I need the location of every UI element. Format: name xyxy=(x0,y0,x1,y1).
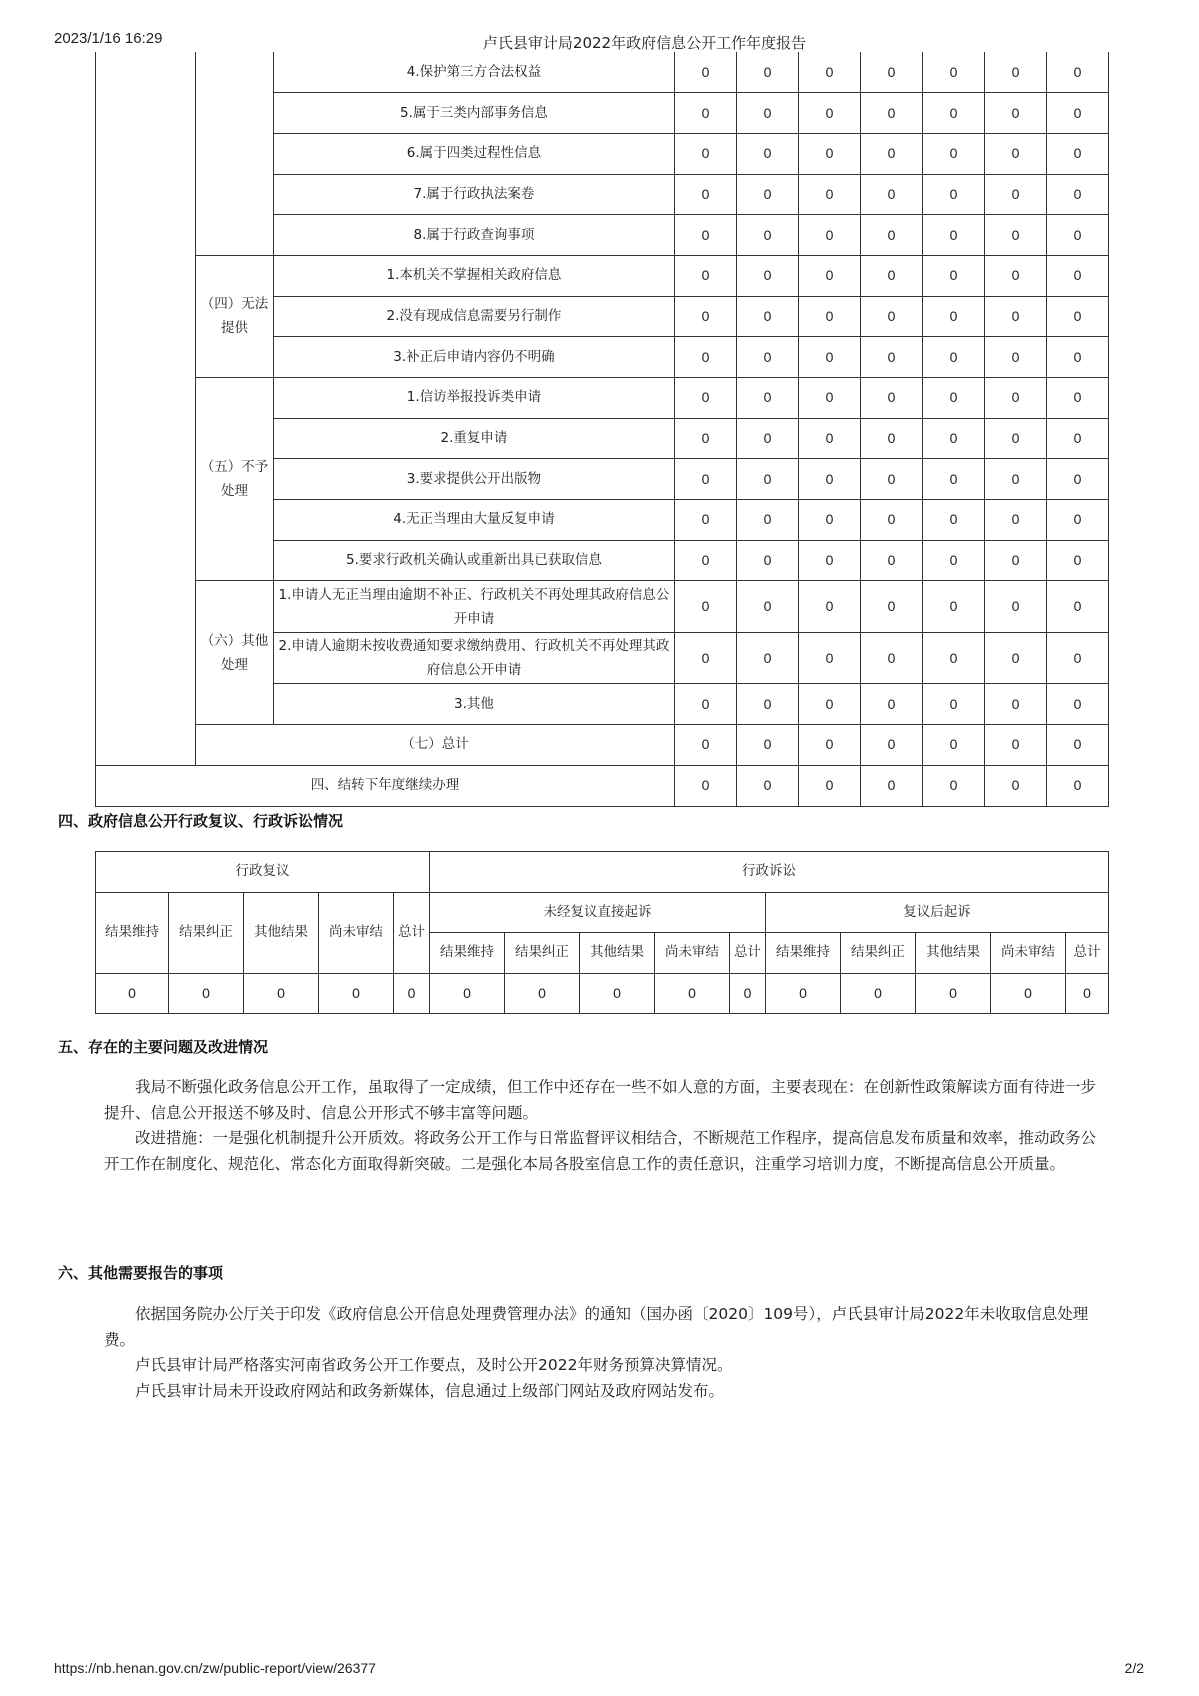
value-cell: 0 xyxy=(923,378,985,419)
value-cell: 0 xyxy=(861,765,923,806)
row-label: 1.申请人无正当理由逾期不补正、行政机关不再处理其政府信息公开申请 xyxy=(274,581,675,633)
value-cell: 0 xyxy=(737,459,799,500)
print-page-number: 2/2 xyxy=(1124,1660,1144,1676)
section4-heading: 四、政府信息公开行政复议、行政诉讼情况 xyxy=(58,812,344,830)
applications-table xyxy=(95,52,1109,807)
direct-suit-header: 未经复议直接起诉 xyxy=(430,892,766,933)
table-row xyxy=(96,765,1109,806)
value-cell: 0 xyxy=(923,459,985,500)
col-header: 其他结果 xyxy=(244,892,319,973)
col-header: 尚未审结 xyxy=(655,933,730,974)
value-cell: 0 xyxy=(923,337,985,378)
value-cell: 0 xyxy=(675,632,737,684)
review-header: 行政复议 xyxy=(96,852,430,893)
value-cell: 0 xyxy=(923,52,985,93)
value-cell: 0 xyxy=(861,459,923,500)
value-cell: 0 xyxy=(985,93,1047,134)
value-cell: 0 xyxy=(985,540,1047,581)
col-header: 结果维持 xyxy=(766,933,841,974)
row-label: 2.申请人逾期未按收费通知要求缴纳费用、行政机关不再处理其政府信息公开申请 xyxy=(274,632,675,684)
value-cell: 0 xyxy=(655,973,730,1014)
col-header: 其他结果 xyxy=(580,933,655,974)
value-cell: 0 xyxy=(244,973,319,1014)
row-label: 3.要求提供公开出版物 xyxy=(274,459,675,500)
value-cell: 0 xyxy=(1047,632,1109,684)
value-cell: 0 xyxy=(916,973,991,1014)
row-label: 3.补正后申请内容仍不明确 xyxy=(274,337,675,378)
value-cell: 0 xyxy=(799,684,861,725)
section6-body xyxy=(104,1302,1104,1404)
value-cell: 0 xyxy=(861,418,923,459)
value-cell: 0 xyxy=(799,765,861,806)
value-cell: 0 xyxy=(923,174,985,215)
value-cell: 0 xyxy=(737,215,799,256)
value-cell: 0 xyxy=(861,215,923,256)
section5-paragraph: 我局不断强化政务信息公开工作，虽取得了一定成绩，但工作中还存在一些不如人意的方面，主要表现在：在创新性政策解读方面有待进一步提升、信息公开报送不够及时、信息公开形式不够丰富等问题。 xyxy=(104,1078,1097,1122)
value-cell: 0 xyxy=(861,296,923,337)
row-label: 2.重复申请 xyxy=(274,418,675,459)
value-cell: 0 xyxy=(1047,418,1109,459)
value-cell: 0 xyxy=(1047,765,1109,806)
value-cell: 0 xyxy=(737,378,799,419)
value-cell: 0 xyxy=(1047,296,1109,337)
section5-body xyxy=(104,1075,1104,1177)
value-cell: 0 xyxy=(923,93,985,134)
value-cell: 0 xyxy=(861,378,923,419)
carry-over-label: 四、结转下年度继续办理 xyxy=(96,765,675,806)
value-cell: 0 xyxy=(861,581,923,633)
value-cell: 0 xyxy=(985,215,1047,256)
section6-paragraph: 卢氏县审计局未开设政府网站和政务新媒体，信息通过上级部门网站及政府网站发布。 xyxy=(135,1381,725,1400)
value-cell: 0 xyxy=(737,93,799,134)
col-header: 总计 xyxy=(1066,933,1109,974)
value-cell: 0 xyxy=(923,684,985,725)
row-label: 3.其他 xyxy=(274,684,675,725)
row-label: 1.本机关不掌握相关政府信息 xyxy=(274,255,675,296)
value-cell: 0 xyxy=(923,418,985,459)
group-label: （四）无法提供 xyxy=(196,255,274,377)
print-title: 卢氏县审计局2022年政府信息公开工作年度报告 xyxy=(482,34,807,52)
value-cell: 0 xyxy=(675,684,737,725)
value-cell: 0 xyxy=(675,378,737,419)
value-cell: 0 xyxy=(799,296,861,337)
value-cell: 0 xyxy=(985,174,1047,215)
value-cell: 0 xyxy=(799,581,861,633)
value-cell: 0 xyxy=(861,93,923,134)
value-cell: 0 xyxy=(737,500,799,541)
value-cell: 0 xyxy=(1047,255,1109,296)
value-cell: 0 xyxy=(737,765,799,806)
value-cell: 0 xyxy=(675,52,737,93)
value-cell: 0 xyxy=(799,725,861,766)
value-cell: 0 xyxy=(991,973,1066,1014)
table-row xyxy=(96,581,1109,633)
value-cell: 0 xyxy=(675,540,737,581)
value-cell: 0 xyxy=(799,540,861,581)
value-cell: 0 xyxy=(799,500,861,541)
col-header: 结果维持 xyxy=(430,933,505,974)
value-cell: 0 xyxy=(1047,133,1109,174)
section5-heading: 五、存在的主要问题及改进情况 xyxy=(58,1038,269,1056)
row-label: 6.属于四类过程性信息 xyxy=(274,133,675,174)
value-cell: 0 xyxy=(675,500,737,541)
col-header: 总计 xyxy=(730,933,766,974)
value-cell: 0 xyxy=(580,973,655,1014)
value-cell: 0 xyxy=(923,725,985,766)
value-cell: 0 xyxy=(799,337,861,378)
value-cell: 0 xyxy=(675,459,737,500)
value-cell: 0 xyxy=(799,459,861,500)
value-cell: 0 xyxy=(861,684,923,725)
value-cell: 0 xyxy=(169,973,244,1014)
value-cell: 0 xyxy=(923,581,985,633)
table-row xyxy=(96,378,1109,419)
row-label: 4.保护第三方合法权益 xyxy=(274,52,675,93)
value-cell: 0 xyxy=(1047,337,1109,378)
row-label: 5.属于三类内部事务信息 xyxy=(274,93,675,134)
group-label: （五）不予处理 xyxy=(196,378,274,581)
value-cell: 0 xyxy=(730,973,766,1014)
value-cell: 0 xyxy=(1047,459,1109,500)
value-cell: 0 xyxy=(985,296,1047,337)
group-label: （六）其他处理 xyxy=(196,581,274,725)
value-cell: 0 xyxy=(675,296,737,337)
value-cell: 0 xyxy=(675,581,737,633)
value-cell: 0 xyxy=(985,500,1047,541)
col-header: 尚未审结 xyxy=(319,892,394,973)
value-cell: 0 xyxy=(861,500,923,541)
value-cell: 0 xyxy=(737,52,799,93)
value-cell: 0 xyxy=(737,418,799,459)
value-cell: 0 xyxy=(861,632,923,684)
col-header: 其他结果 xyxy=(916,933,991,974)
value-cell: 0 xyxy=(923,296,985,337)
value-cell: 0 xyxy=(1047,500,1109,541)
value-cell: 0 xyxy=(1047,215,1109,256)
value-cell: 0 xyxy=(861,52,923,93)
value-cell: 0 xyxy=(737,581,799,633)
value-cell: 0 xyxy=(675,765,737,806)
outer-category-cell xyxy=(96,52,196,765)
value-cell: 0 xyxy=(737,540,799,581)
value-cell: 0 xyxy=(985,581,1047,633)
row-label: 4.无正当理由大量反复申请 xyxy=(274,500,675,541)
section6-paragraph: 依据国务院办公厅关于印发《政府信息公开信息处理费管理办法》的通知（国办函〔2020〕109号），卢氏县审计局2022年未收取信息处理费。 xyxy=(104,1305,1089,1349)
value-cell: 0 xyxy=(985,418,1047,459)
print-url: https://nb.henan.gov.cn/zw/public-report/view/26377 xyxy=(54,1660,376,1676)
value-cell: 0 xyxy=(861,337,923,378)
col-header: 总计 xyxy=(394,892,430,973)
table-row xyxy=(96,52,1109,93)
value-cell: 0 xyxy=(394,973,430,1014)
value-cell: 0 xyxy=(675,215,737,256)
value-cell: 0 xyxy=(319,973,394,1014)
value-cell: 0 xyxy=(799,378,861,419)
value-cell: 0 xyxy=(1047,93,1109,134)
litigation-header: 行政诉讼 xyxy=(430,852,1109,893)
value-cell: 0 xyxy=(841,973,916,1014)
col-header: 结果维持 xyxy=(96,892,169,973)
row-label: 5.要求行政机关确认或重新出具已获取信息 xyxy=(274,540,675,581)
value-cell: 0 xyxy=(1047,52,1109,93)
col-header: 尚未审结 xyxy=(991,933,1066,974)
value-cell: 0 xyxy=(985,725,1047,766)
value-cell: 0 xyxy=(675,725,737,766)
row-label: 1.信访举报投诉类申请 xyxy=(274,378,675,419)
value-cell: 0 xyxy=(923,215,985,256)
value-cell: 0 xyxy=(1047,581,1109,633)
value-cell: 0 xyxy=(923,632,985,684)
review-litigation-table xyxy=(95,851,1109,1014)
value-cell: 0 xyxy=(861,255,923,296)
value-cell: 0 xyxy=(985,337,1047,378)
value-cell: 0 xyxy=(766,973,841,1014)
value-cell: 0 xyxy=(861,540,923,581)
col-header: 结果纠正 xyxy=(505,933,580,974)
value-cell: 0 xyxy=(985,378,1047,419)
value-cell: 0 xyxy=(430,973,505,1014)
value-cell: 0 xyxy=(737,632,799,684)
group-cell-continued xyxy=(196,52,274,255)
value-cell: 0 xyxy=(985,133,1047,174)
value-cell: 0 xyxy=(1047,725,1109,766)
section5-paragraph: 改进措施：一是强化机制提升公开质效。将政务公开工作与日常监督评议相结合，不断规范工作程序，提高信息发布质量和效率，推动政务公开工作在制度化、规范化、常态化方面取得新突破。二是强化本局各股室信息工作的责任意识，注重学习培训力度，不断提高信息公开质量。 xyxy=(104,1129,1097,1173)
table-row xyxy=(96,725,1109,766)
value-cell: 0 xyxy=(675,418,737,459)
value-cell: 0 xyxy=(675,133,737,174)
value-cell: 0 xyxy=(505,973,580,1014)
value-cell: 0 xyxy=(799,418,861,459)
value-cell: 0 xyxy=(923,765,985,806)
value-cell: 0 xyxy=(799,632,861,684)
value-cell: 0 xyxy=(985,52,1047,93)
row-label: 7.属于行政执法案卷 xyxy=(274,174,675,215)
value-cell: 0 xyxy=(737,337,799,378)
value-cell: 0 xyxy=(737,296,799,337)
value-cell: 0 xyxy=(799,215,861,256)
value-cell: 0 xyxy=(923,500,985,541)
value-cell: 0 xyxy=(1047,540,1109,581)
value-cell: 0 xyxy=(1047,174,1109,215)
value-cell: 0 xyxy=(923,133,985,174)
value-cell: 0 xyxy=(737,684,799,725)
value-cell: 0 xyxy=(799,133,861,174)
row-label: 2.没有现成信息需要另行制作 xyxy=(274,296,675,337)
value-cell: 0 xyxy=(96,973,169,1014)
value-cell: 0 xyxy=(985,684,1047,725)
value-cell: 0 xyxy=(675,255,737,296)
value-cell: 0 xyxy=(923,255,985,296)
after-review-suit-header: 复议后起诉 xyxy=(766,892,1109,933)
value-cell: 0 xyxy=(675,337,737,378)
table-row xyxy=(96,255,1109,296)
value-cell: 0 xyxy=(737,174,799,215)
value-cell: 0 xyxy=(799,52,861,93)
value-cell: 0 xyxy=(985,632,1047,684)
value-cell: 0 xyxy=(737,725,799,766)
value-cell: 0 xyxy=(799,255,861,296)
value-cell: 0 xyxy=(985,255,1047,296)
value-cell: 0 xyxy=(861,725,923,766)
value-cell: 0 xyxy=(985,765,1047,806)
value-cell: 0 xyxy=(737,255,799,296)
print-datetime: 2023/1/16 16:29 xyxy=(54,30,163,47)
value-cell: 0 xyxy=(861,174,923,215)
col-header: 结果纠正 xyxy=(169,892,244,973)
value-cell: 0 xyxy=(675,174,737,215)
section6-heading: 六、其他需要报告的事项 xyxy=(58,1264,224,1282)
value-cell: 0 xyxy=(1047,378,1109,419)
value-cell: 0 xyxy=(923,540,985,581)
value-cell: 0 xyxy=(799,174,861,215)
section6-paragraph: 卢氏县审计局严格落实河南省政务公开工作要点，及时公开2022年财务预算决算情况。 xyxy=(135,1356,733,1374)
row-label: 8.属于行政查询事项 xyxy=(274,215,675,256)
value-cell: 0 xyxy=(737,133,799,174)
col-header: 结果纠正 xyxy=(841,933,916,974)
value-cell: 0 xyxy=(799,93,861,134)
value-cell: 0 xyxy=(861,133,923,174)
value-cell: 0 xyxy=(675,93,737,134)
value-cell: 0 xyxy=(1066,973,1109,1014)
total-label: （七）总计 xyxy=(196,725,675,766)
value-cell: 0 xyxy=(1047,684,1109,725)
value-cell: 0 xyxy=(985,459,1047,500)
